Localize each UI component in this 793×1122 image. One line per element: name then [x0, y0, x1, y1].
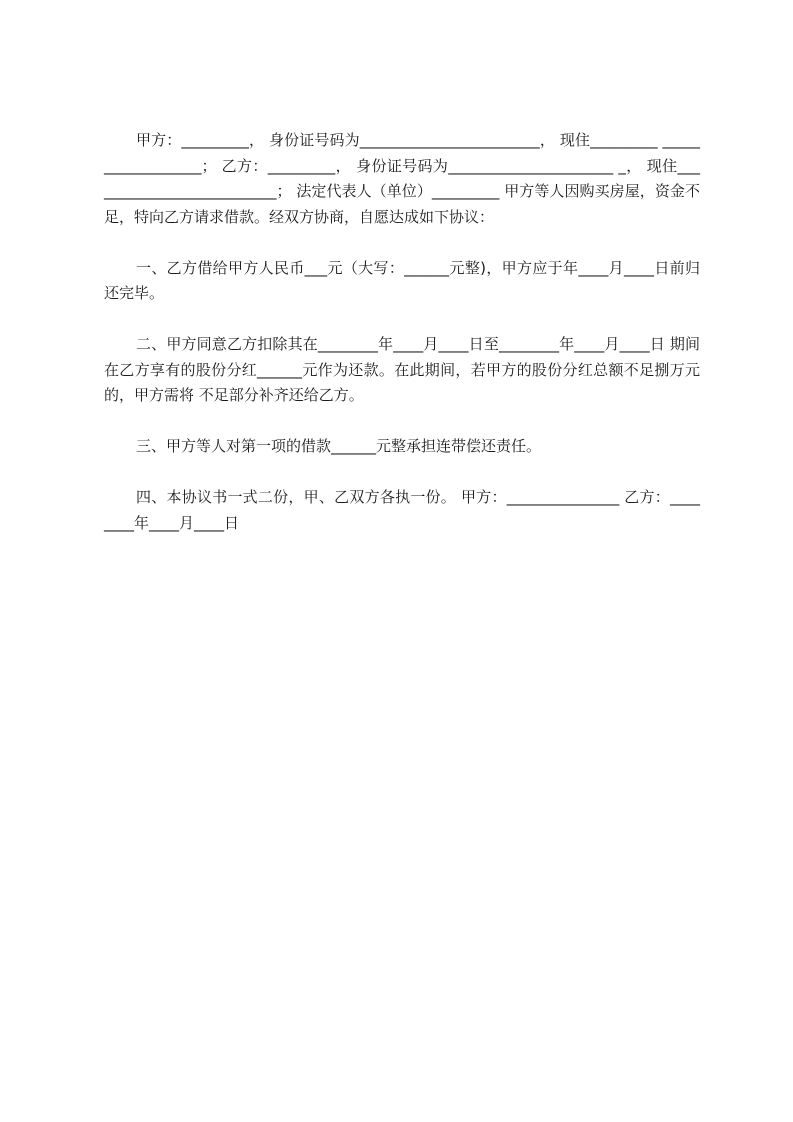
document-body [104, 128, 700, 562]
clause-3-paragraph: 三、甲方等人对第一项的借款______元整承担连带偿还责任。 [136, 437, 542, 455]
intro-paragraph: 甲方：_________， 身份证号码为________________________， 现住_________ __________________； 乙方：_________， 身份证号码为______________________ _， 现住__________________________； 法定代表人（单位）_________ 甲方等人因购买房屋，资金不足，特向乙方请求借款。经双方协商，自愿达成如下协议： [104, 131, 700, 226]
clause-4-paragraph: 四、本协议书一式二份，甲、乙双方各执一份。 甲方：_______________ 乙方：________年____月____日 [104, 488, 700, 532]
paragraph-gap [104, 230, 700, 256]
clause-2-paragraph: 二、甲方同意乙方扣除其在________年____月____日至________年____月____日 期间在乙方享有的股份分红______元作为还款。在此期间，若甲方的股份分红总额不足捌万元的，甲方需将 不足部分补齐还给乙方。 [104, 335, 700, 404]
clause-1-paragraph: 一、乙方借给甲方人民币___元（大写：______元整)，甲方应于年____月____日前归还完毕。 [104, 258, 700, 302]
